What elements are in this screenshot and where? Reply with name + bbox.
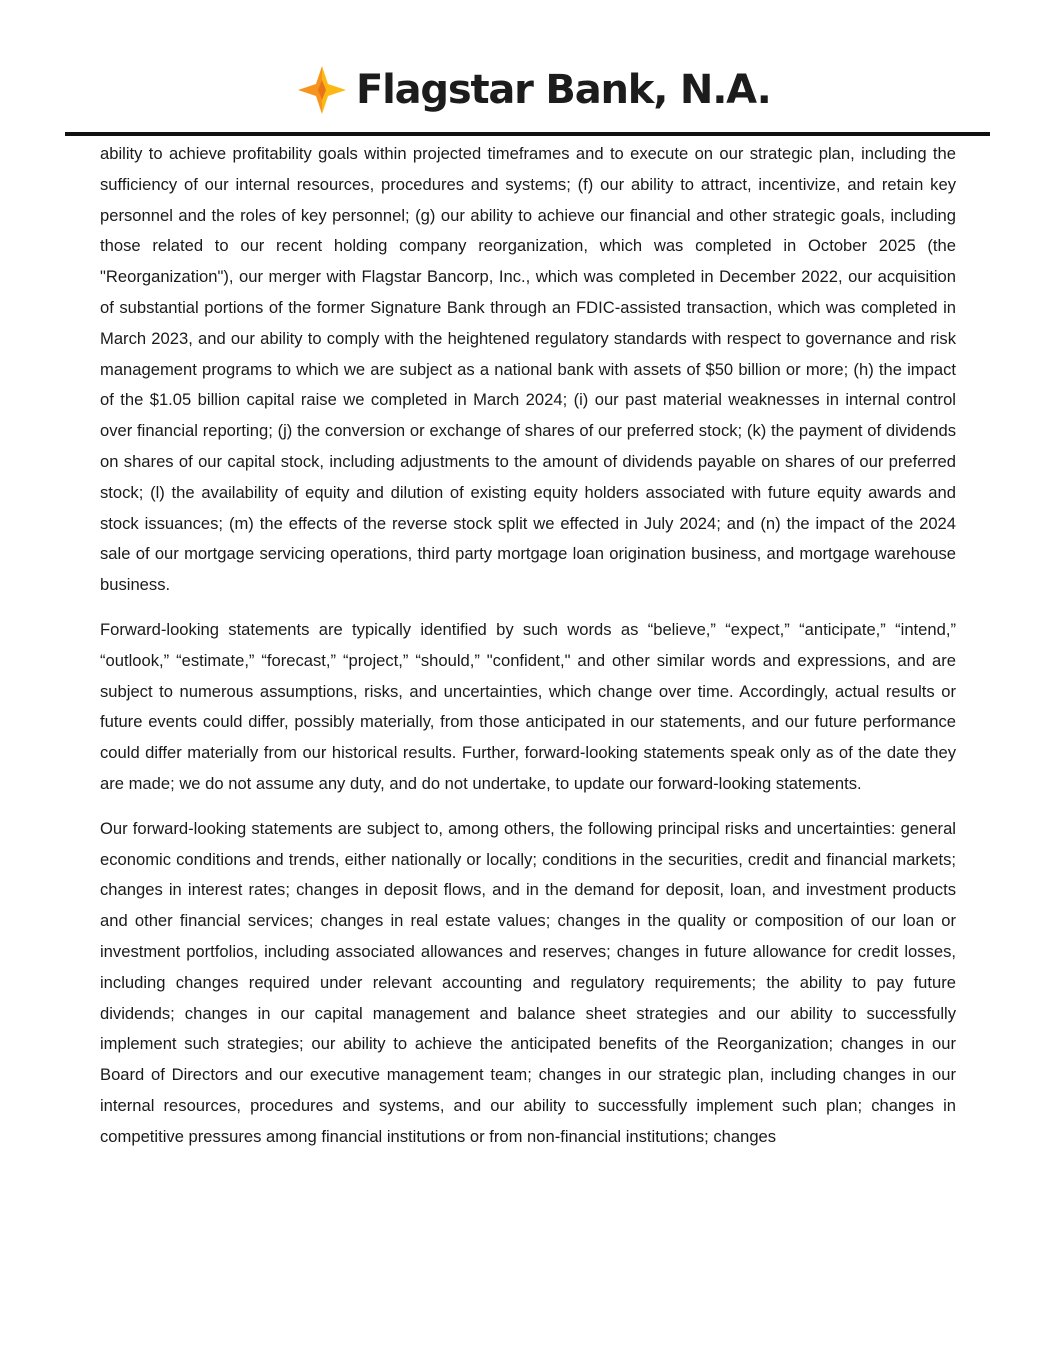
document-body [100,139,956,1167]
paragraph-forward-looking-definition: Forward-looking statements are typically identified by such words as “believe,” “expect,” “anticipate,” “intend,” “outlook,” “estimate,” “forecast,” “project,” “should,” "confident," and other similar words and expressions, and are subject to numerous assumptions, risks, and uncertainties, which change over time. Accordingly, actual results or future events could differ, possibly materially, from those anticipated in our statements, and our future performance could differ materially from our historical results. Further, forward-looking statements speak only as of the date they are made; we do not assume any duty, and do not undertake, to update our forward-looking statements. [100,619,956,793]
header-divider [65,132,990,136]
brand-name: Flagstar Bank, N.A. [356,67,771,113]
page-header [0,0,1055,132]
flagstar-star-icon [296,64,348,116]
paragraph-risk-factors-continued: ability to achieve profitability goals within projected timeframes and to execute on our strategic plan, including the sufficiency of our internal resources, procedures and systems; (f) our ability to attract, incentivize, and retain key personnel and the roles of key personnel; (g) our ability to achieve our financial and other strategic goals, including those related to our recent holding company reorganization, which was completed in October 2025 (the "Reorganization"), our merger with Flagstar Bancorp, Inc., which was completed in December 2022, our acquisition of substantial portions of the former Signature Bank through an FDIC-assisted transaction, which was completed in March 2023, and our ability to comply with the heightened regulatory standards with respect to governance and risk management programs to which we are subject as a national bank with assets of $50 billion or more; (h) the impact of the $1.05 billion capital raise we completed in March 2024; (i) our past material weaknesses in internal control over financial reporting; (j) the conversion or exchange of shares of our preferred stock; (k) the payment of dividends on shares of our capital stock, including adjustments to the amount of dividends payable on shares of our preferred stock; (l) the availability of equity and dilution of existing equity holders associated with future equity awards and stock issuances; (m) the effects of the reverse stock split we effected in July 2024; and (n) the impact of the 2024 sale of our mortgage servicing operations, third party mortgage loan origination business, and mortgage warehouse business. [100,144,956,595]
paragraph-principal-risks: Our forward-looking statements are subject to, among others, the following principal risks and uncertainties: general economic conditions and trends, either nationally or locally; conditions in the securities, credit and financial markets; changes in interest rates; changes in deposit flows, and in the demand for deposit, loan, and investment products and other financial services; changes in real estate values; changes in the quality or composition of our loan or investment portfolios, including associated allowances and reserves; changes in future allowance for credit losses, including changes required under relevant accounting and regulatory requirements; the ability to pay future dividends; changes in our capital management and balance sheet strategies and our ability to successfully implement such strategies; our ability to achieve the anticipated benefits of the Reorganization; changes in our Board of Directors and our executive management team; changes in our strategic plan, including changes in our internal resources, procedures and systems, and our ability to successfully implement such plan; changes in competitive pressures among financial institutions or from non-financial institutions; changes [100,818,956,1146]
brand-logo [296,62,771,118]
